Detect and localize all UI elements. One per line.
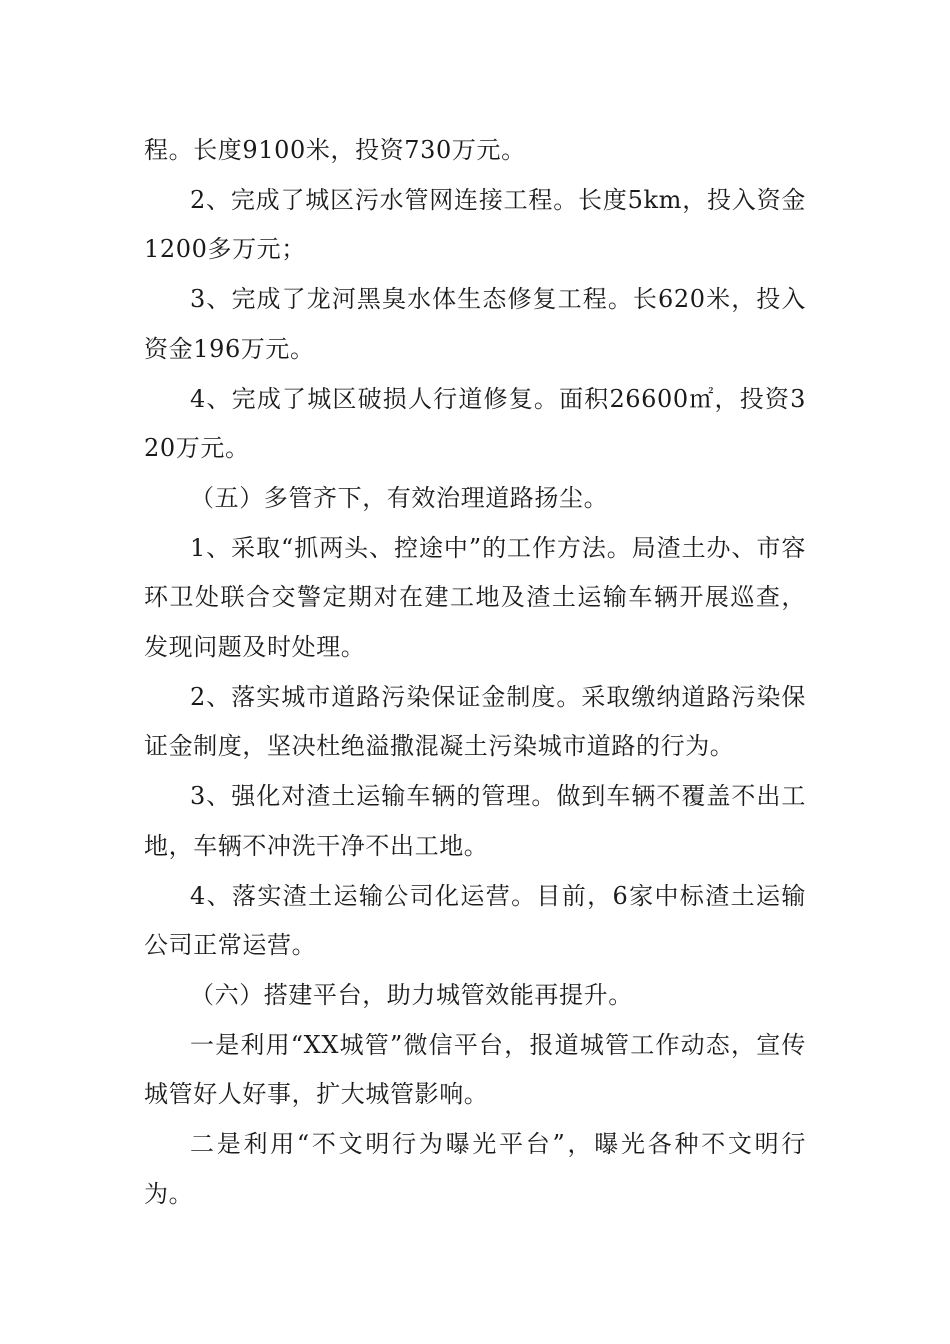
paragraph-3: 3、完成了龙河黑臭水体生态修复工程。长620米，投入资金196万元。 — [144, 285, 806, 363]
paragraph-1: 程。长度9100米，投资730万元。 — [144, 136, 526, 164]
section-heading-5: （五）多管齐下，有效治理道路扬尘。 — [190, 483, 609, 512]
section-heading-6: （六）搭建平台，助力城管效能再提升。 — [190, 980, 633, 1009]
paragraph-7: 2、落实城市道路污染保证金制度。采取缴纳道路污染保证金制度，坚决杜绝溢撒混凝土污染城市道路的行为。 — [144, 682, 806, 761]
paragraph-2: 2、完成了城区污水管网连接工程。长度5km，投入资金1200多万元； — [144, 185, 806, 264]
paragraph-8: 3、强化对渣土运输车辆的管理。做到车辆不覆盖不出工地，车辆不冲洗干净不出工地。 — [144, 782, 806, 860]
paragraph-9: 4、落实渣土运输公司化运营。目前，6家中标渣土运输公司正常运营。 — [144, 881, 806, 960]
paragraph-4: 4、完成了城区破损人行道修复。面积26600㎡，投资320万元。 — [144, 384, 806, 463]
paragraph-12: 二是利用“不文明行为曝光平台”，曝光各种不文明行为。 — [144, 1130, 806, 1208]
document-body — [144, 126, 806, 1219]
paragraph-6: 1、采取“抓两头、控途中”的工作方法。局渣土办、市容环卫处联合交警定期对在建工地及渣土运输车辆开展巡查，发现问题及时处理。 — [144, 533, 806, 662]
paragraph-11: 一是利用“XX城管”微信平台，报道城管工作动态，宣传城管好人好事，扩大城管影响。 — [144, 1030, 806, 1109]
